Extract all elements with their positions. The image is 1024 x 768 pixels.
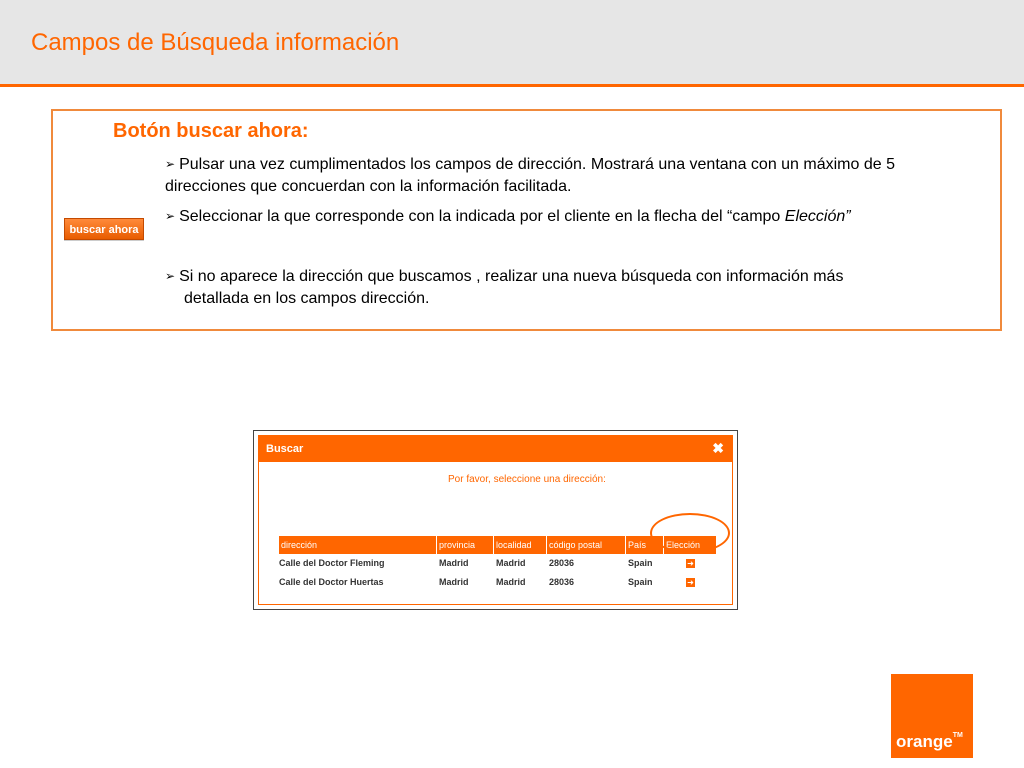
bullet-2-emphasis: Elección”	[784, 208, 851, 225]
dialog-prompt: Por favor, seleccione una dirección:	[448, 474, 606, 485]
arrowhead-bullet-icon: ➢	[165, 157, 176, 171]
arrow-right-icon[interactable]: ➜	[687, 578, 694, 587]
row-2-cp: 28036	[549, 577, 575, 587]
col-header-provincia: provincia	[437, 536, 493, 554]
col-header-codigo-postal: código postal	[547, 536, 625, 554]
logo-text: orange™	[896, 732, 963, 751]
col-header-eleccion: Elección	[664, 536, 716, 554]
bullet-2	[165, 206, 965, 228]
bullet-3-text-line1: Si no aparece la dirección que buscamos , realizar una nueva búsqueda con información más	[179, 268, 844, 285]
row-1-direccion: Calle del Doctor Fleming	[279, 558, 385, 568]
row-2-pais: Spain	[628, 577, 653, 587]
eleccion-highlight-circle	[650, 513, 730, 553]
close-icon[interactable]: ✖	[712, 440, 724, 456]
panel-heading: Botón buscar ahora:	[113, 120, 309, 142]
dialog-title: Buscar	[266, 443, 304, 455]
col-header-pais: País	[626, 536, 663, 554]
buscar-ahora-button[interactable]: buscar ahora	[64, 218, 144, 240]
col-header-direccion: dirección	[279, 536, 436, 554]
col-header-localidad: localidad	[494, 536, 546, 554]
bullet-3	[165, 266, 965, 309]
header-divider	[0, 84, 1024, 87]
row-1-localidad: Madrid	[496, 558, 526, 568]
dialog-title-bar	[259, 436, 732, 462]
row-2-localidad: Madrid	[496, 577, 526, 587]
orange-logo	[891, 674, 973, 758]
bullet-1	[165, 154, 965, 197]
row-1-provincia: Madrid	[439, 558, 469, 568]
row-1-pais: Spain	[628, 558, 653, 568]
bullet-1-text-line1: Pulsar una vez cumplimentados los campos de dirección. Mostrará una ventana con un máximo de 5	[179, 156, 895, 173]
arrow-right-icon[interactable]: ➜	[687, 559, 694, 568]
arrowhead-bullet-icon: ➢	[165, 269, 176, 283]
arrowhead-bullet-icon: ➢	[165, 209, 176, 223]
slide-title: Campos de Búsqueda información	[31, 29, 400, 56]
row-2-provincia: Madrid	[439, 577, 469, 587]
bullet-2-text: Seleccionar la que corresponde con la indicada por el cliente en la flecha del “campo	[179, 208, 785, 225]
bullet-3-text-line2: detallada en los campos dirección.	[184, 290, 430, 307]
row-2-direccion: Calle del Doctor Huertas	[279, 577, 384, 587]
row-1-cp: 28036	[549, 558, 575, 568]
bullet-1-text-line2: direcciones que concuerdan con la información facilitada.	[165, 178, 572, 195]
